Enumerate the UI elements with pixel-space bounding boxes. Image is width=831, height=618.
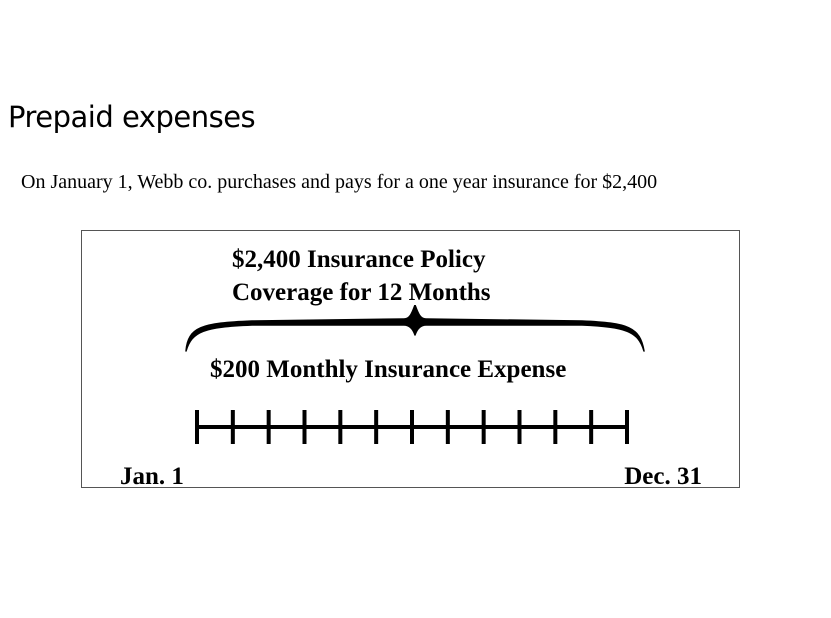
diagram-box [81, 230, 740, 488]
policy-label [232, 243, 491, 309]
monthly-expense-label: $200 Monthly Insurance Expense [210, 356, 567, 383]
timeline [192, 407, 632, 447]
timeline-end-label: Dec. 31 [624, 463, 702, 490]
timeline-start-label: Jan. 1 [120, 463, 184, 490]
curly-brace-path [186, 305, 644, 351]
slide-title: Prepaid expenses [8, 100, 256, 134]
policy-line-1: $2,400 Insurance Policy [232, 246, 486, 273]
intro-text: On January 1, Webb co. purchases and pays for a one year insurance for $2,400 [21, 171, 658, 193]
policy-line-2: Coverage for 12 Months [232, 279, 491, 306]
curly-brace [182, 305, 648, 355]
